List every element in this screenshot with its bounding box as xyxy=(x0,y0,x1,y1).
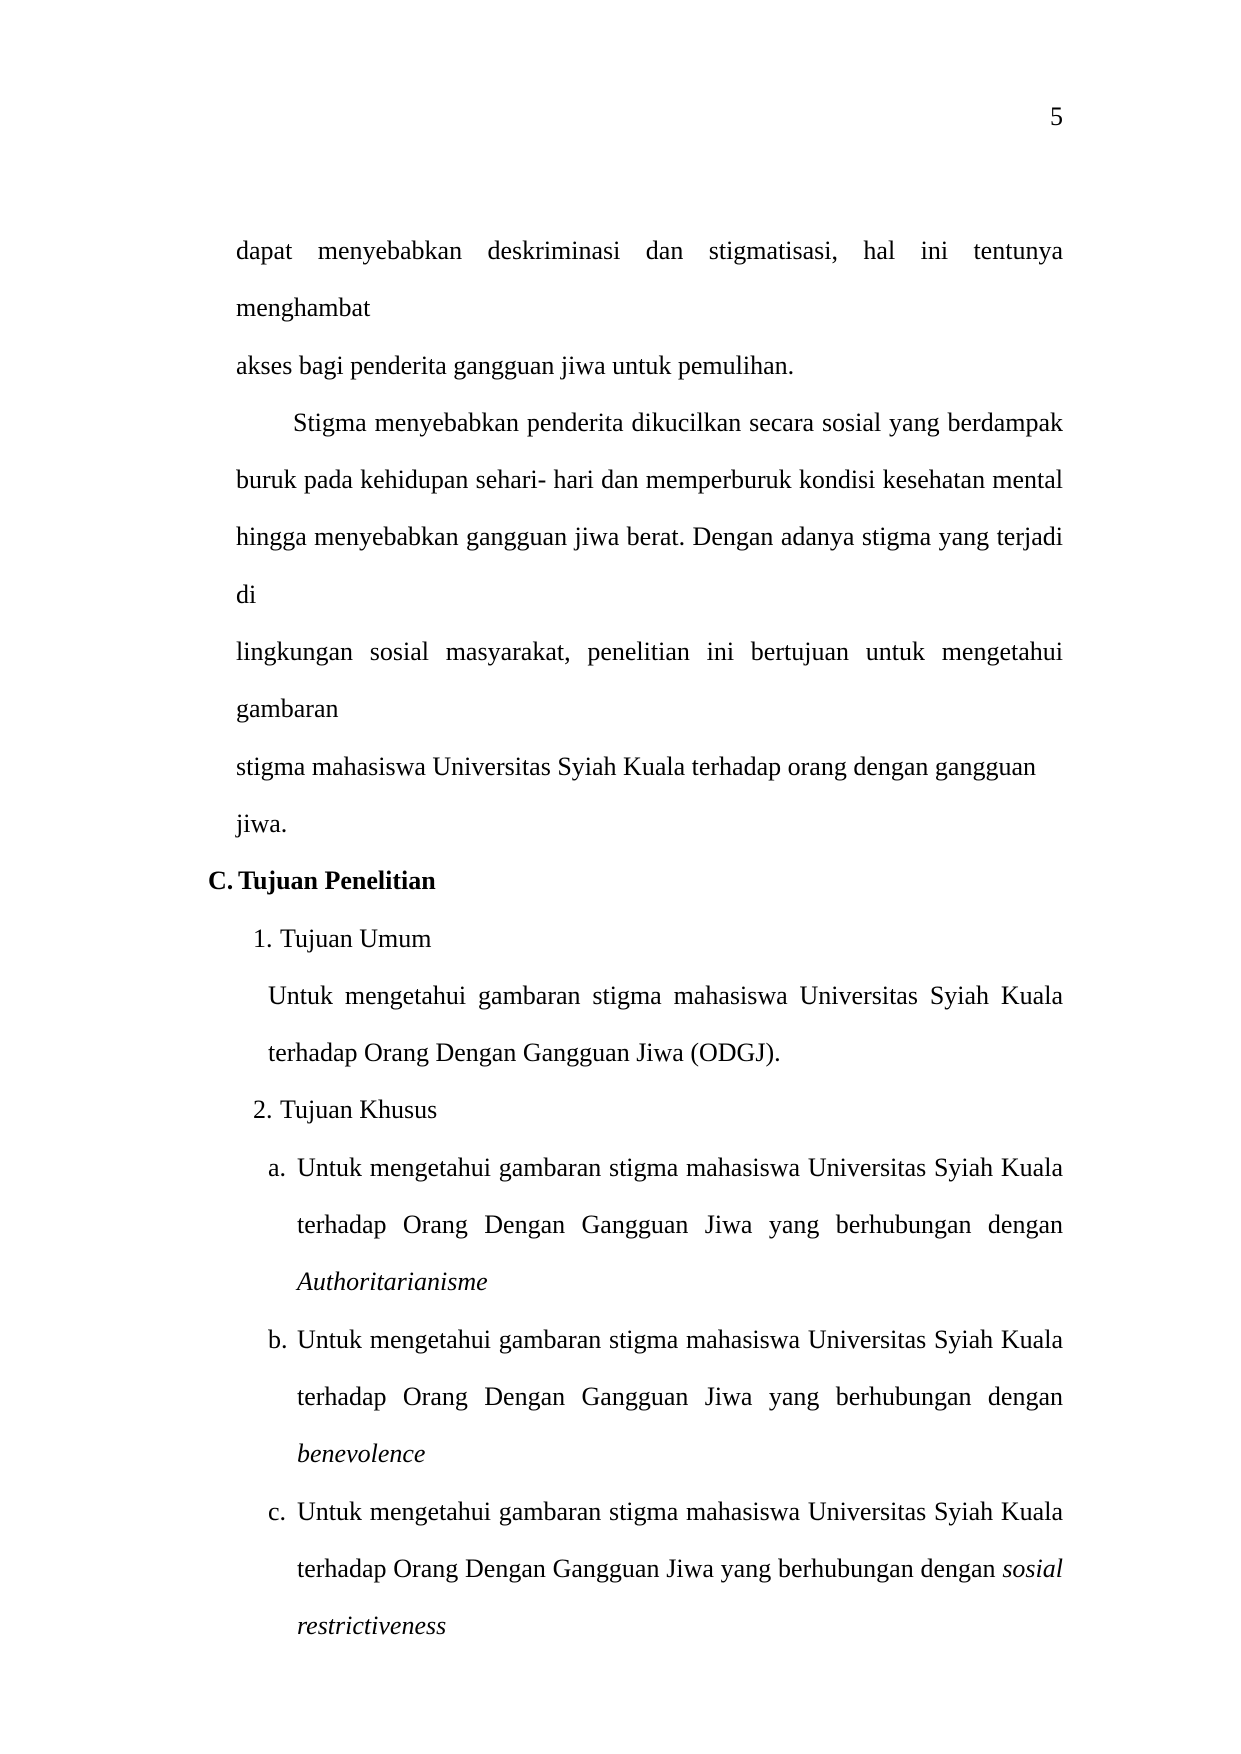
sub-item-a xyxy=(268,1139,1063,1311)
paragraph-2-line-1: Stigma menyebabkan penderita dikucilkan secara sosial yang berdampak xyxy=(293,407,1063,437)
sub-item-a-line-1 xyxy=(268,1139,1063,1196)
item-1-title-line xyxy=(253,910,1063,967)
page-body xyxy=(208,222,1063,1654)
sub-item-b-line-2: terhadap Orang Dengan Gangguan Jiwa yang berhubungan dengan xyxy=(297,1381,1063,1411)
sub-item-b-text: Untuk mengetahui gambaran stigma mahasiswa Universitas Syiah Kuala xyxy=(297,1324,1063,1354)
paragraph-1-line-2: akses bagi penderita gangguan jiwa untuk pemulihan. xyxy=(236,350,795,380)
sub-item-c-marker: c. xyxy=(268,1496,287,1526)
section-heading-tujuan-penelitian xyxy=(208,852,1063,909)
sub-item-a-marker: a. xyxy=(268,1152,287,1182)
sub-item-c-line-2 xyxy=(268,1540,1063,1597)
item-1-title: Tujuan Umum xyxy=(280,923,432,953)
sub-item-c-text: Untuk mengetahui gambaran stigma mahasiswa Universitas Syiah Kuala xyxy=(297,1496,1063,1526)
paragraph-1 xyxy=(236,222,1063,394)
paragraph-2-line-3: hingga menyebabkan gangguan jiwa berat. Dengan adanya stigma yang terjadi di xyxy=(236,522,1063,609)
item-2-title: Tujuan Khusus xyxy=(280,1095,438,1125)
sub-item-b-term: benevolence xyxy=(297,1439,426,1469)
paragraph-1-line-1: dapat menyebabkan deskriminasi dan stigmatisasi, hal ini tentunya menghambat xyxy=(236,236,1063,323)
item-1-body xyxy=(268,967,1063,1082)
sub-item-b-marker: b. xyxy=(268,1324,288,1354)
section-heading-marker: C. xyxy=(208,866,234,896)
paragraph-2-line-2: buruk pada kehidupan sehari- hari dan memperburuk kondisi kesehatan mental xyxy=(236,465,1063,495)
item-1-body-line-2: terhadap Orang Dengan Gangguan Jiwa (ODGJ). xyxy=(268,1038,781,1068)
item-1-body-line-1: Untuk mengetahui gambaran stigma mahasiswa Universitas Syiah Kuala xyxy=(268,980,1063,1010)
paragraph-2 xyxy=(236,394,1063,852)
page-number: 5 xyxy=(1050,102,1063,131)
list-item-tujuan-khusus xyxy=(236,1081,1063,1654)
sub-item-c-line-1 xyxy=(268,1483,1063,1540)
section-heading-title: Tujuan Penelitian xyxy=(238,866,436,896)
item-2-title-line xyxy=(253,1081,1063,1138)
list-item-tujuan-umum xyxy=(236,910,1063,1082)
sub-item-b-line-1 xyxy=(268,1311,1063,1368)
sub-item-c xyxy=(268,1483,1063,1655)
sub-item-c-term: restrictiveness xyxy=(297,1611,447,1641)
paragraph-2-line-4: lingkungan sosial masyarakat, penelitian ini bertujuan untuk mengetahui gambaran xyxy=(236,637,1063,724)
sub-item-c-line-2-italic: sosial xyxy=(1002,1553,1063,1583)
sub-item-a-text: Untuk mengetahui gambaran stigma mahasiswa Universitas Syiah Kuala xyxy=(297,1152,1063,1182)
item-1-marker: 1. xyxy=(253,923,273,953)
sub-item-a-term: Authoritarianisme xyxy=(297,1267,488,1297)
sub-item-c-line-2-normal: terhadap Orang Dengan Gangguan Jiwa yang berhubungan dengan xyxy=(297,1553,996,1583)
sub-item-a-line-2: terhadap Orang Dengan Gangguan Jiwa yang berhubungan dengan xyxy=(297,1210,1063,1240)
sub-item-b xyxy=(268,1311,1063,1483)
paragraph-2-line-5: stigma mahasiswa Universitas Syiah Kuala terhadap orang dengan gangguan jiwa. xyxy=(236,751,1036,838)
item-2-marker: 2. xyxy=(253,1095,273,1125)
